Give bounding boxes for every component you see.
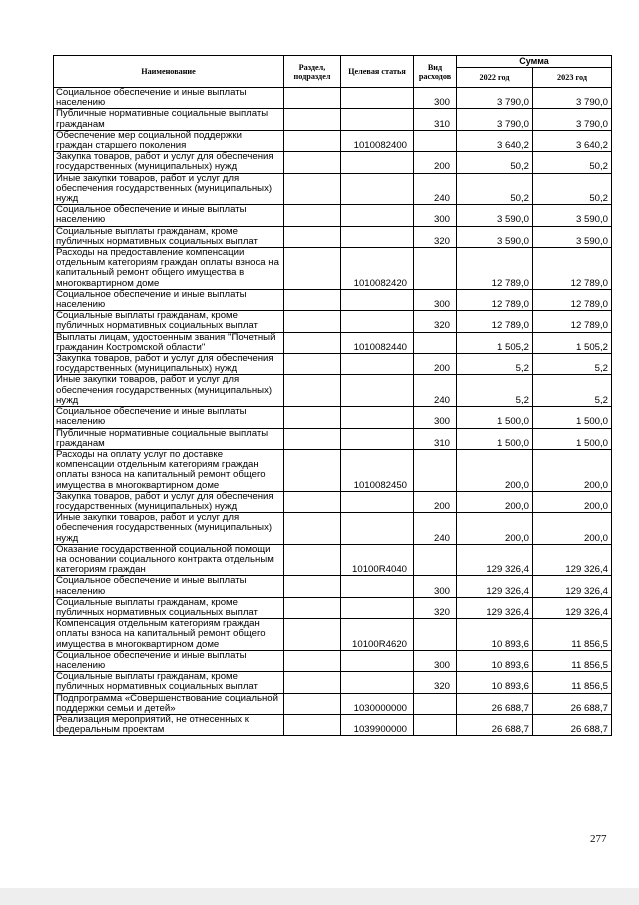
row-expense-type-cell: 240 (414, 375, 457, 407)
row-sum-2022-cell: 10 893,6 (457, 650, 533, 671)
table-row (54, 354, 612, 375)
row-sum-2023-cell: 50,2 (533, 173, 612, 205)
row-expense-type-cell: 200 (414, 491, 457, 512)
table-row (54, 449, 612, 491)
header-year-2023: 2023 год (533, 68, 612, 88)
header-year-2022: 2022 год (457, 68, 533, 88)
row-sum-2022-cell: 200,0 (457, 449, 533, 491)
row-expense-type-cell: 240 (414, 513, 457, 545)
row-sum-2023-cell: 200,0 (533, 491, 612, 512)
table-row (54, 650, 612, 671)
row-expense-type-cell (414, 544, 457, 576)
row-section-cell (284, 576, 341, 597)
row-sum-2023-cell: 129 326,4 (533, 544, 612, 576)
row-expense-type-cell: 200 (414, 354, 457, 375)
row-target-cell (341, 513, 414, 545)
row-section-cell (284, 672, 341, 693)
row-name-cell: Закупка товаров, работ и услуг для обеспечения государственных (муниципальных) нужд (54, 152, 284, 173)
header-section: Раздел, подраздел (284, 56, 341, 88)
row-sum-2023-cell: 11 856,5 (533, 672, 612, 693)
row-name-cell: Компенсация отдельным категориям граждан оплаты взноса на капитальный ремонт общего имущества в многоквартирном доме (54, 619, 284, 651)
table-row (54, 332, 612, 353)
row-section-cell (284, 205, 341, 226)
row-sum-2023-cell: 26 688,7 (533, 693, 612, 714)
row-sum-2023-cell: 12 789,0 (533, 289, 612, 310)
row-target-cell (341, 354, 414, 375)
table-row (54, 428, 612, 449)
row-expense-type-cell: 240 (414, 173, 457, 205)
row-target-cell (341, 226, 414, 247)
budget-table (53, 55, 612, 736)
row-expense-type-cell (414, 619, 457, 651)
row-sum-2023-cell: 5,2 (533, 354, 612, 375)
row-section-cell (284, 289, 341, 310)
row-section-cell (284, 597, 341, 618)
scan-bottom-band (0, 888, 639, 905)
row-section-cell (284, 311, 341, 332)
row-name-cell: Социальное обеспечение и иные выплаты населению (54, 407, 284, 428)
row-section-cell (284, 619, 341, 651)
row-target-cell: 1010082420 (341, 248, 414, 290)
row-name-cell: Иные закупки товаров, работ и услуг для обеспечения государственных (муниципальных) нужд (54, 513, 284, 545)
row-expense-type-cell (414, 714, 457, 735)
row-sum-2022-cell: 10 893,6 (457, 672, 533, 693)
table-row (54, 576, 612, 597)
table-row (54, 375, 612, 407)
row-expense-type-cell (414, 332, 457, 353)
row-target-cell (341, 311, 414, 332)
row-target-cell: 1010082440 (341, 332, 414, 353)
row-name-cell: Социальное обеспечение и иные выплаты населению (54, 289, 284, 310)
table-row (54, 205, 612, 226)
table-row (54, 88, 612, 109)
row-section-cell (284, 513, 341, 545)
row-sum-2023-cell: 3 790,0 (533, 88, 612, 109)
row-expense-type-cell: 300 (414, 650, 457, 671)
table-row (54, 289, 612, 310)
row-target-cell (341, 289, 414, 310)
row-sum-2023-cell: 11 856,5 (533, 619, 612, 651)
row-sum-2022-cell: 1 505,2 (457, 332, 533, 353)
row-sum-2023-cell: 50,2 (533, 152, 612, 173)
row-name-cell: Социальное обеспечение и иные выплаты населению (54, 650, 284, 671)
row-target-cell: 1039900000 (341, 714, 414, 735)
table-row (54, 693, 612, 714)
row-name-cell: Социальное обеспечение и иные выплаты населению (54, 576, 284, 597)
row-target-cell (341, 109, 414, 130)
row-name-cell: Выплаты лицам, удостоенным звания "Почетный гражданин Костромской области" (54, 332, 284, 353)
table-header (54, 56, 612, 88)
table-row (54, 544, 612, 576)
row-target-cell (341, 672, 414, 693)
row-sum-2022-cell: 26 688,7 (457, 693, 533, 714)
table-row (54, 619, 612, 651)
row-expense-type-cell: 300 (414, 407, 457, 428)
row-expense-type-cell: 320 (414, 672, 457, 693)
table-row (54, 513, 612, 545)
header-expense-type: Вид расходов (414, 56, 457, 88)
row-expense-type-cell (414, 693, 457, 714)
table-body (54, 88, 612, 736)
row-target-cell (341, 597, 414, 618)
row-target-cell (341, 491, 414, 512)
row-sum-2023-cell: 1 500,0 (533, 407, 612, 428)
row-target-cell (341, 428, 414, 449)
row-sum-2023-cell: 3 640,2 (533, 130, 612, 151)
row-expense-type-cell: 300 (414, 576, 457, 597)
row-section-cell (284, 714, 341, 735)
row-section-cell (284, 354, 341, 375)
row-sum-2023-cell: 3 590,0 (533, 226, 612, 247)
row-target-cell (341, 205, 414, 226)
row-name-cell: Социальные выплаты гражданам, кроме публичных нормативных социальных выплат (54, 311, 284, 332)
row-sum-2022-cell: 3 640,2 (457, 130, 533, 151)
row-section-cell (284, 428, 341, 449)
row-expense-type-cell: 320 (414, 597, 457, 618)
row-section-cell (284, 407, 341, 428)
row-name-cell: Публичные нормативные социальные выплаты гражданам (54, 109, 284, 130)
row-section-cell (284, 152, 341, 173)
row-section-cell (284, 226, 341, 247)
table-row (54, 714, 612, 735)
row-sum-2022-cell: 200,0 (457, 513, 533, 545)
row-sum-2022-cell: 50,2 (457, 173, 533, 205)
row-sum-2022-cell: 50,2 (457, 152, 533, 173)
row-section-cell (284, 650, 341, 671)
row-name-cell: Закупка товаров, работ и услуг для обеспечения государственных (муниципальных) нужд (54, 354, 284, 375)
row-sum-2022-cell: 3 790,0 (457, 88, 533, 109)
row-name-cell: Реализация мероприятий, не отнесенных к федеральным проектам (54, 714, 284, 735)
table-row (54, 248, 612, 290)
row-name-cell: Социальное обеспечение и иные выплаты населению (54, 205, 284, 226)
row-target-cell: 1010082400 (341, 130, 414, 151)
row-name-cell: Закупка товаров, работ и услуг для обеспечения государственных (муниципальных) нужд (54, 491, 284, 512)
row-expense-type-cell (414, 248, 457, 290)
row-expense-type-cell: 300 (414, 205, 457, 226)
row-sum-2023-cell: 200,0 (533, 449, 612, 491)
row-sum-2022-cell: 129 326,4 (457, 597, 533, 618)
row-sum-2023-cell: 129 326,4 (533, 597, 612, 618)
row-name-cell: Социальные выплаты гражданам, кроме публичных нормативных социальных выплат (54, 597, 284, 618)
row-sum-2022-cell: 3 590,0 (457, 226, 533, 247)
row-target-cell: 10100R4040 (341, 544, 414, 576)
row-section-cell (284, 544, 341, 576)
table-row (54, 672, 612, 693)
row-target-cell: 1010082450 (341, 449, 414, 491)
row-section-cell (284, 109, 341, 130)
row-name-cell: Расходы на предоставление компенсации отдельным категориям граждан оплаты взноса на капитальный ремонт общего имущества в многоквартирном доме (54, 248, 284, 290)
table-row (54, 311, 612, 332)
table-row (54, 109, 612, 130)
header-name: Наименование (54, 56, 284, 88)
row-expense-type-cell (414, 449, 457, 491)
row-name-cell: Расходы на оплату услуг по доставке компенсации отдельным категориям граждан оплаты взноса на капитальный ремонт общего имущества в многоквартирном доме (54, 449, 284, 491)
row-target-cell (341, 88, 414, 109)
row-sum-2023-cell: 5,2 (533, 375, 612, 407)
row-sum-2022-cell: 3 790,0 (457, 109, 533, 130)
row-expense-type-cell: 310 (414, 109, 457, 130)
row-sum-2023-cell: 1 500,0 (533, 428, 612, 449)
row-sum-2022-cell: 10 893,6 (457, 619, 533, 651)
row-expense-type-cell: 320 (414, 311, 457, 332)
row-section-cell (284, 449, 341, 491)
row-section-cell (284, 375, 341, 407)
row-name-cell: Социальное обеспечение и иные выплаты населению (54, 88, 284, 109)
row-target-cell (341, 407, 414, 428)
row-sum-2023-cell: 1 505,2 (533, 332, 612, 353)
row-target-cell (341, 650, 414, 671)
row-target-cell (341, 173, 414, 205)
table-row (54, 491, 612, 512)
row-section-cell (284, 88, 341, 109)
row-sum-2022-cell: 1 500,0 (457, 428, 533, 449)
row-sum-2023-cell: 3 790,0 (533, 109, 612, 130)
row-target-cell: 1030000000 (341, 693, 414, 714)
row-sum-2023-cell: 3 590,0 (533, 205, 612, 226)
row-section-cell (284, 491, 341, 512)
row-sum-2023-cell: 11 856,5 (533, 650, 612, 671)
row-expense-type-cell: 310 (414, 428, 457, 449)
row-name-cell: Иные закупки товаров, работ и услуг для обеспечения государственных (муниципальных) нужд (54, 375, 284, 407)
row-name-cell: Социальные выплаты гражданам, кроме публичных нормативных социальных выплат (54, 672, 284, 693)
row-target-cell (341, 152, 414, 173)
row-name-cell: Социальные выплаты гражданам, кроме публичных нормативных социальных выплат (54, 226, 284, 247)
table-row (54, 173, 612, 205)
row-sum-2022-cell: 12 789,0 (457, 289, 533, 310)
row-section-cell (284, 173, 341, 205)
page-number: 277 (590, 833, 607, 845)
row-name-cell: Иные закупки товаров, работ и услуг для обеспечения государственных (муниципальных) нужд (54, 173, 284, 205)
row-section-cell (284, 332, 341, 353)
row-name-cell: Оказание государственной социальной помощи на основании социального контракта отдельным категориям граждан (54, 544, 284, 576)
table-row (54, 407, 612, 428)
row-expense-type-cell: 300 (414, 88, 457, 109)
row-name-cell: Обеспечение мер социальной поддержки граждан старшего поколения (54, 130, 284, 151)
row-sum-2023-cell: 12 789,0 (533, 311, 612, 332)
row-target-cell (341, 375, 414, 407)
header-sum: Сумма (457, 56, 612, 68)
row-expense-type-cell: 300 (414, 289, 457, 310)
header-target: Целевая статья (341, 56, 414, 88)
row-sum-2022-cell: 200,0 (457, 491, 533, 512)
row-expense-type-cell: 200 (414, 152, 457, 173)
row-sum-2022-cell: 129 326,4 (457, 544, 533, 576)
row-target-cell (341, 576, 414, 597)
row-sum-2023-cell: 12 789,0 (533, 248, 612, 290)
row-section-cell (284, 130, 341, 151)
table-row (54, 130, 612, 151)
table-row (54, 597, 612, 618)
row-sum-2023-cell: 129 326,4 (533, 576, 612, 597)
row-target-cell: 10100R4620 (341, 619, 414, 651)
table-row (54, 152, 612, 173)
row-sum-2022-cell: 12 789,0 (457, 311, 533, 332)
row-sum-2022-cell: 12 789,0 (457, 248, 533, 290)
row-section-cell (284, 693, 341, 714)
row-sum-2023-cell: 200,0 (533, 513, 612, 545)
row-sum-2022-cell: 5,2 (457, 354, 533, 375)
row-expense-type-cell (414, 130, 457, 151)
row-section-cell (284, 248, 341, 290)
table-row (54, 226, 612, 247)
row-sum-2022-cell: 3 590,0 (457, 205, 533, 226)
row-sum-2022-cell: 129 326,4 (457, 576, 533, 597)
row-name-cell: Подпрограмма «Совершенствование социальной поддержки семьи и детей» (54, 693, 284, 714)
row-name-cell: Публичные нормативные социальные выплаты гражданам (54, 428, 284, 449)
row-sum-2023-cell: 26 688,7 (533, 714, 612, 735)
row-expense-type-cell: 320 (414, 226, 457, 247)
row-sum-2022-cell: 26 688,7 (457, 714, 533, 735)
row-sum-2022-cell: 5,2 (457, 375, 533, 407)
row-sum-2022-cell: 1 500,0 (457, 407, 533, 428)
